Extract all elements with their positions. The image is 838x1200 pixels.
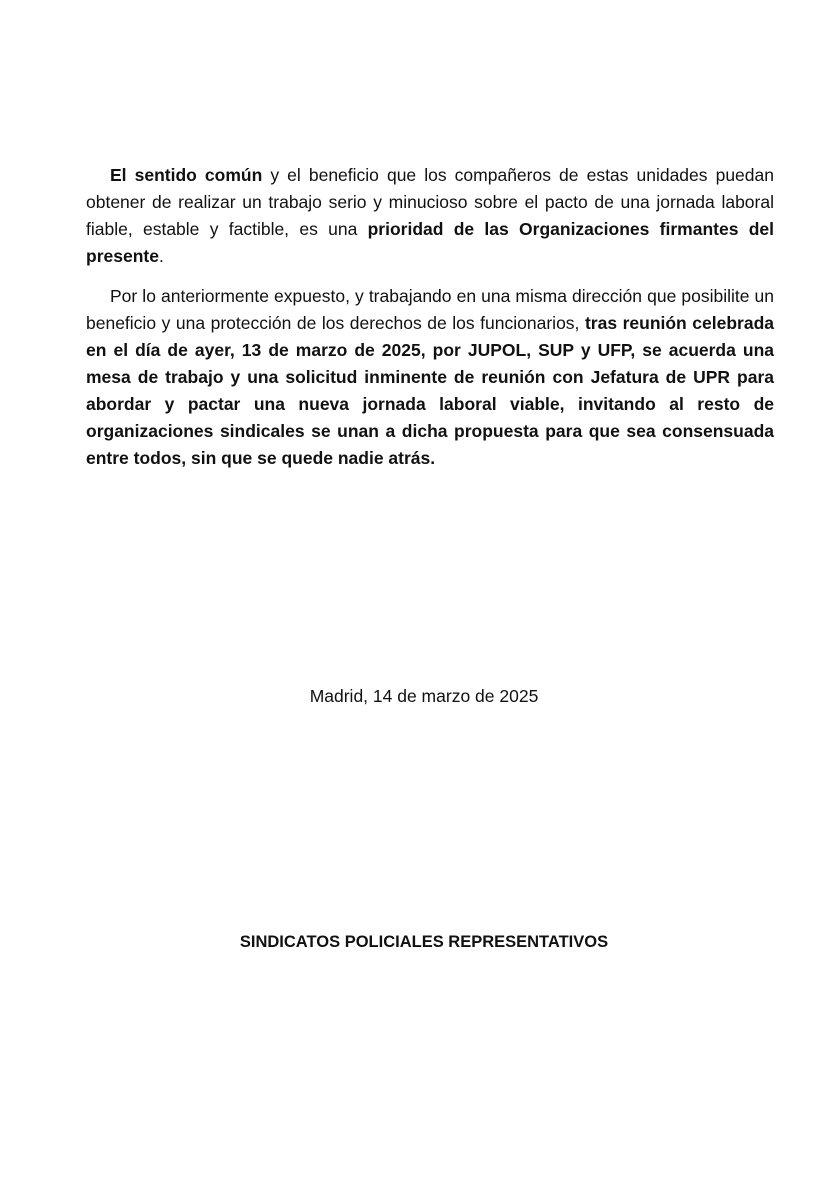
paragraph-agreement [86,283,774,472]
paragraph-common-sense [86,162,774,270]
paragraph2-bold-agreement: tras reunión celebrada en el día de ayer, 13 de marzo de 2025, por JUPOL, SUP y UFP, se acuerda una mesa de trabajo y una solicitud inminente de reunión con Jefatura de UPR para abordar y pactar una nueva jornada laboral viable, invitando al resto de organizaciones sindicales se unan a dicha propuesta para que sea consensuada entre todos, sin que se quede nadie atrás. [86,313,774,468]
date-line: Madrid, 14 de marzo de 2025 [309,686,539,706]
paragraph1-end: . [158,246,164,266]
paragraph2-text: Por lo anteriormente expuesto, y trabajando en una misma dirección que posibilite un beneficio y una protección de los derechos de los funcionarios, [86,286,774,333]
paragraph1-bold-priority: prioridad de las Organizaciones firmantes del presente [86,219,774,266]
paragraph1-text: y el beneficio que los compañeros de estas unidades puedan obtener de realizar un trabajo serio y minucioso sobre el pacto de una jornada laboral fiable, estable y factible, es una [86,165,774,239]
signature: SINDICATOS POLICIALES REPRESENTATIVOS [239,933,609,951]
paragraph1-bold-lead: El sentido común [110,165,263,185]
